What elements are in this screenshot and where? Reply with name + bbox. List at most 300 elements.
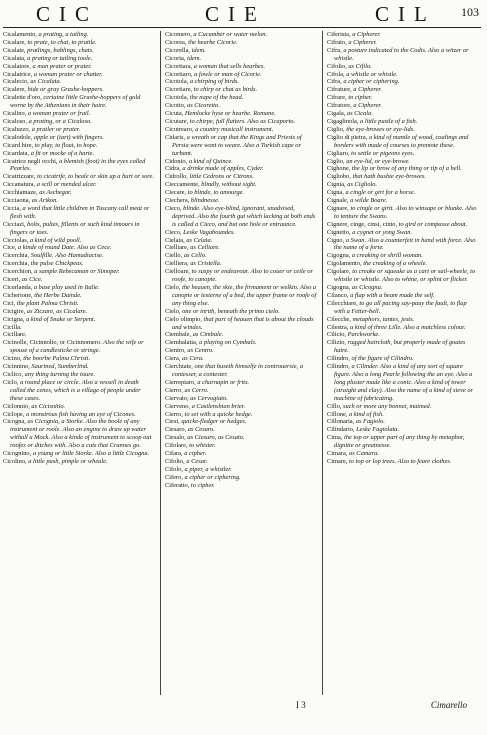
entry-headword: Cicatrice negli occhi, (3, 157, 58, 165)
entry-headword: Cicilla. (3, 323, 22, 331)
dictionary-entry (327, 229, 479, 237)
entry-headword: Cicorella, (165, 46, 191, 54)
entry-definition: Leske Vagaboundes. (183, 228, 235, 236)
entry-definition: a fowle or man of Cicorie. (194, 70, 262, 78)
entry-definition: blinde. Also eye-blind, ignorant, unadvised, deprived. Also the fourth gut which lacking at both ends is called a Cieco, and but one hole or entraunce. (172, 204, 316, 228)
dictionary-entry (3, 71, 155, 79)
entry-headword: Ciecare, (165, 189, 187, 197)
entry-definition: a fit or mocke of a harte. (30, 149, 95, 157)
entry-headword: Cilindro, (327, 363, 350, 371)
entry-headword: Cigno, (327, 236, 345, 244)
entry-headword: Cicalatrice, (3, 70, 33, 78)
entry-definition: a kind of mantle of wood, coalings and borders with made of courses to premote these. (334, 133, 469, 149)
entry-headword: Cicardata, (3, 149, 30, 157)
dictionary-entry (165, 94, 317, 102)
entry-definition: an eye-lid, or eye-browe. (346, 157, 411, 165)
dictionary-entry (327, 134, 479, 150)
dictionary-entry (165, 118, 317, 126)
dictionary-entry (165, 102, 317, 110)
dictionary-entry (327, 339, 479, 355)
entry-definition: a Cipherer. (348, 38, 377, 46)
dictionary-entry (3, 308, 155, 316)
dictionary-entry (165, 426, 317, 434)
dictionary-entry (165, 197, 317, 205)
dictionary-entry (165, 229, 317, 237)
dictionary-entry (165, 244, 317, 252)
entry-definition: a drinke made of apples, Cyder. (182, 165, 264, 173)
dictionary-entry (165, 126, 317, 134)
dictionary-entry (3, 86, 155, 94)
signature-mark: I 3 (296, 700, 306, 710)
header-left-guideword: CIC (36, 2, 99, 26)
dictionary-entry (165, 347, 317, 355)
entry-definition: a little push, pimple or wheale. (28, 457, 108, 465)
entry-definition: the nape of the head. (189, 94, 244, 102)
dictionary-entry (165, 55, 317, 63)
entry-definition: a playing on Cymbals. (199, 339, 257, 347)
dictionary-entry (327, 102, 479, 110)
entry-headword: Ciembale, (165, 331, 192, 339)
entry-definition: a Cipherer. (353, 86, 382, 94)
dictionary-entry (165, 189, 317, 197)
dictionary-entry (165, 434, 317, 442)
entry-headword: Ciglio, (327, 125, 345, 133)
dictionary-entry (3, 126, 155, 134)
entry-headword: Ciferatto, (165, 481, 190, 489)
dictionary-entry (3, 292, 155, 300)
entry-headword: Cifrare, (327, 94, 347, 102)
dictionary-entry (3, 110, 155, 118)
entry-headword: Cifero, (165, 473, 183, 481)
entry-headword: Cierveno, (165, 402, 191, 410)
dictionary-entry (3, 284, 155, 292)
entry-definition: as Cerro. (184, 386, 209, 394)
entry-definition: a whistle or whistle. (346, 70, 398, 78)
entry-headword: Cierrepiaro, (165, 378, 196, 386)
dictionary-entry (165, 403, 317, 411)
dictionary-entry (327, 94, 479, 102)
dictionary-entry (165, 71, 317, 79)
entry-definition: a Cilinder. Also a kind of any sort of square figure. Also a long Pearle following the an eye. Also a long pluster made like a conic. Also a kind of tower (straight and clay). Also the name of a kind of sieve or machine of fabricating. (334, 363, 474, 402)
dictionary-entry (165, 331, 317, 339)
dictionary-entry (3, 221, 155, 237)
dictionary-entry (3, 300, 155, 308)
entry-definition: the heauen, the skie, the firmament or welkin. Also a canopie or testerne of a bed, the upper frame or roofe of any thing else. (172, 284, 317, 307)
dictionary-entry (327, 110, 479, 118)
dictionary-entry (327, 158, 479, 166)
entry-definition: blindly, without sight. (201, 181, 257, 189)
dictionary-entry (3, 252, 155, 260)
entry-definition: to creake or squeake as a cart or sail-wheele, to whistle or whistle. Also to whine, or splint or flicker. (334, 268, 476, 284)
entry-headword: Cifrature, (327, 86, 352, 94)
entry-definition: to gird or compasse about. (398, 220, 468, 228)
dictionary-entry (165, 284, 317, 308)
dictionary-entry (165, 260, 317, 268)
entry-definition: a little pustle of a fisb. (360, 117, 418, 125)
dictionary-entry (3, 379, 155, 403)
entry-definition: certaine little Grashe-hoppers of gold worne by the Athenians in their haire. (10, 94, 141, 110)
dictionary-entry (165, 63, 317, 71)
dictionary-entry (3, 142, 155, 150)
entry-headword: Cicatrizzare, (3, 173, 36, 181)
entry-definition: the plant Palma Christi. (16, 299, 79, 307)
entry-definition: as Celliare. (190, 244, 220, 252)
header-center-guideword: CIE (205, 2, 266, 26)
entry-headword: Cierchiate, (165, 363, 193, 371)
entry-headword: Cilicio, (327, 331, 346, 339)
entry-definition: as Cera. (182, 355, 204, 363)
entry-headword: Ciera, (165, 355, 181, 363)
entry-headword: Cicciolas, (3, 236, 29, 244)
entry-headword: Cignetto, (327, 228, 351, 236)
dictionary-entry (3, 181, 155, 189)
entry-definition: a prating, a tatling. (38, 31, 89, 38)
entry-definition: metaphors, tantes, jests. (352, 315, 415, 323)
dictionary-entry (327, 221, 479, 229)
entry-definition: as Cice. (21, 276, 43, 284)
entry-headword: Cimara, (327, 450, 348, 458)
entry-headword: Ciccia, (3, 204, 21, 212)
entry-definition: a Cucumber or water melon. (193, 31, 268, 38)
dictionary-entry (3, 418, 155, 450)
entry-headword: Cieco, (165, 228, 182, 236)
entry-definition: as Arikon. (31, 197, 58, 205)
dictionary-entry (165, 395, 317, 403)
entry-definition: the lip or brow of any thing or tip of a bell. (351, 165, 462, 173)
dictionary-entry (165, 78, 317, 86)
entry-headword: Cicutrearo, (165, 125, 194, 133)
dictionary-entry (3, 458, 155, 466)
entry-definition: to blinde, to amourge. (187, 189, 245, 197)
entry-headword: Ciglio, (327, 157, 345, 165)
dictionary-entry (165, 482, 317, 490)
entry-headword: Cicinolle, Cicinnolio, or Cicinnomero. (3, 339, 102, 347)
column-2 (165, 31, 317, 695)
entry-headword: Cilecchiare, (327, 299, 358, 307)
header-rule (3, 27, 481, 28)
dictionary-entry (327, 39, 479, 47)
entry-definition: a young or little Storke. Also a little Cicogna. (32, 450, 150, 458)
entry-headword: Cignare, (327, 204, 349, 212)
dictionary-entry (327, 268, 479, 284)
dictionary-entry (327, 324, 479, 332)
entry-definition: as Cifilo. (348, 62, 372, 70)
dictionary-entry (3, 78, 155, 86)
dictionary-entry (327, 284, 479, 292)
dictionary-entry (327, 331, 479, 339)
dictionary-entry (327, 205, 479, 221)
dictionary-entry (3, 39, 155, 47)
entry-headword: Cifolare, (165, 442, 188, 450)
entry-headword: Cifola, (327, 70, 345, 78)
entry-definition: idem. (187, 54, 202, 62)
entry-headword: Cifrato, (327, 38, 347, 46)
entry-headword: Cigaglinola, (327, 117, 359, 125)
entry-headword: Cielo, (165, 284, 181, 291)
entry-headword: Cillo, (327, 402, 342, 410)
entry-headword: Cigna, (327, 189, 344, 197)
entry-definition: as Cimbale. (192, 331, 224, 339)
dictionary-entry (327, 418, 479, 426)
dictionary-entry (327, 78, 479, 86)
entry-headword: Cigliaro, (327, 149, 350, 157)
dictionary-entry (3, 63, 155, 71)
dictionary-entry (3, 371, 155, 379)
entry-headword: Cicherione, (3, 291, 33, 299)
entry-headword: Ciclonnio, (3, 402, 30, 410)
entry-headword: Cierro, (165, 386, 183, 394)
entry-definition: a Swan. Also a counterfeit in hand with force. Also the name of a forte. (334, 236, 476, 252)
entry-definition: as Cigliolo. (347, 181, 378, 189)
dictionary-entry (327, 126, 479, 134)
entry-headword: Ciceri, (3, 276, 21, 284)
dictionary-entry (3, 268, 155, 276)
entry-definition: Parckworke. (347, 331, 380, 339)
entry-definition: a sample Rebecaman or Simoper. (34, 268, 120, 276)
column-divider-2 (322, 31, 323, 695)
dictionary-entry (165, 237, 317, 245)
dictionary-entry (165, 379, 317, 387)
entry-headword: Cicinnino, (3, 363, 30, 371)
entry-definition: as Cicisnitio. (31, 402, 66, 410)
entry-headword: Cilestra, (327, 323, 349, 331)
entry-headword: Cicino, (3, 355, 22, 363)
entry-definition: the Herbe Dainde. (34, 291, 82, 299)
entry-definition: a base play used in Italie. (33, 284, 100, 291)
entry-headword: Cielo olimpio, (165, 315, 202, 323)
entry-definition: to whister. (189, 442, 216, 450)
dictionary-entry (165, 205, 317, 229)
dictionary-entry (165, 316, 317, 332)
entry-definition: as Cello. (183, 252, 207, 260)
entry-definition: a Cesar. (186, 457, 208, 465)
dictionary-entry (327, 300, 479, 316)
entry-headword: Cidrollo, (165, 173, 188, 181)
entry-definition: a prating, or a Cicaloso. (28, 117, 92, 125)
entry-headword: Cilizio, (327, 339, 346, 347)
entry-headword: Cifra, (327, 78, 342, 86)
entry-headword: Cicortiare, (165, 86, 193, 94)
column-divider-1 (160, 31, 161, 695)
entry-definition: a scill or mended ulcer. (36, 181, 97, 189)
entry-definition: the creaking of a wheele. (363, 260, 428, 268)
dictionary-entry (3, 189, 155, 197)
entry-definition: a word that little children in Tuscany call meat or flesh with. (10, 204, 150, 220)
entry-definition: such or more any bonnet, maimed. (343, 402, 432, 410)
dictionary-entry (3, 339, 155, 355)
entry-headword: Cicalecio, (3, 78, 29, 86)
running-header (0, 2, 487, 28)
entry-headword: Cicerchia, (3, 260, 30, 268)
dictionary-entry (3, 411, 155, 419)
entry-definition: any thing turning the toure. (24, 370, 95, 378)
entry-definition: Saurined, Sumberlind. (31, 363, 89, 371)
entry-definition: a piper, a whistler. (184, 465, 232, 473)
entry-headword: Cidra, (165, 165, 181, 173)
dictionary-entry (327, 260, 479, 268)
dictionary-entry (165, 418, 317, 426)
entry-definition: as Ziczare, as Cicalare. (26, 307, 88, 315)
entry-headword: Cicerchion, (3, 268, 33, 276)
entry-headword: Cicciazi, (3, 220, 26, 228)
entry-definition: a cipher or ciphering. (343, 78, 400, 86)
entry-definition: to set with a quicke hedge. (184, 410, 253, 418)
entry-definition: to chirp or chat as birds. (193, 86, 258, 94)
entry-headword: Ciembalatia, (165, 339, 198, 347)
entry-definition: as Cervogiato. (190, 394, 228, 402)
entry-headword: Cigolare, (327, 268, 351, 276)
entry-headword: Cicomero, (165, 31, 192, 38)
entry-headword: Cicalate, (3, 46, 26, 54)
entry-definition: to suspy or endeavour. Also to couer or ceile or roofe, to canopie. (172, 268, 313, 284)
entry-headword: Cicotola, (165, 78, 189, 86)
entry-headword: Cicciaona, (3, 197, 31, 205)
entry-definition: a flap with a beam made the self. (350, 291, 435, 299)
dictionary-entry (165, 110, 317, 118)
entry-definition: a Cipherer. (353, 102, 382, 110)
entry-definition: one or inrith, beneath the primo cielo. (182, 307, 280, 315)
entry-definition: to prate, to chat, to prattle. (27, 38, 97, 46)
entry-definition: a kind of Snake or Serpent. (26, 315, 96, 323)
entry-definition: a posture indicated to the Codis. Also a witzer or whistle. (334, 46, 469, 62)
entry-headword: Cigolamento, (327, 260, 362, 268)
entry-headword: Cignere, cinge, cinsi, cinto, (327, 220, 398, 228)
entry-headword: Cigala, (327, 110, 346, 118)
entry-definition: a cipher. (184, 450, 207, 458)
dictionary-entry (3, 260, 155, 268)
entry-headword: Cicalamento, (3, 31, 37, 38)
entry-headword: Cicortiara, (165, 62, 193, 70)
entry-definition: apple or (tart) with fingers. (33, 133, 105, 141)
entry-definition: to top or lop trees. Also to feare clothes. (349, 457, 452, 465)
entry-definition: to cicatrife, to heale or skin up a hurt or sore. (37, 173, 154, 181)
entry-headword: Ciglio di pietra, (327, 133, 368, 141)
dictionary-entry (165, 165, 317, 173)
dictionary-entry (327, 189, 479, 197)
entry-headword: Cielloare, (165, 268, 191, 276)
entry-definition: to go all pacing say-pauy the fault, to flap with a Fetter-bell. (334, 299, 467, 315)
page-number: 103 (461, 5, 479, 19)
entry-definition: to cipher. (348, 94, 373, 102)
entry-definition: to settle or pigeons eyes. (351, 149, 415, 157)
entry-headword: Cicard hire, (3, 141, 34, 149)
entry-definition: Leske Fagiolata. (356, 426, 400, 434)
dictionary-entry (327, 316, 479, 324)
entry-definition: as Celata. (186, 236, 213, 244)
entry-headword: Cicotola, (165, 94, 189, 102)
entry-definition: bide or gray Grashe-hoppers. (27, 86, 104, 94)
column-1 (3, 31, 155, 695)
entry-definition: Hemlocke hyse or hearbe. Romane. (184, 110, 276, 118)
dictionary-entry (3, 134, 155, 142)
entry-definition: a pratler or prater. (31, 125, 81, 133)
entry-headword: Cicorea, (165, 38, 187, 46)
entry-definition: idem. (191, 46, 206, 54)
entry-headword: Cicigire, (3, 307, 26, 315)
entry-definition: as Cristella. (190, 260, 222, 268)
entry-headword: Cillonaria, (327, 418, 355, 426)
dictionary-entry (327, 403, 479, 411)
entry-headword: Cillone, (327, 410, 348, 418)
dictionary-entry (327, 63, 479, 71)
entry-definition: the top or upper part of any thing by metaphor, dignitie or greatnesse. (334, 434, 465, 450)
entry-headword: Cicortiaro, (165, 70, 193, 78)
entry-definition: one that buseth himselfe in controuersie, a contesser, a contester. (172, 363, 304, 378)
entry-definition: a kinde of round Date. Also as Cece. (17, 244, 112, 252)
dictionary-entry (165, 268, 317, 284)
entry-headword: Cientro, (165, 347, 186, 355)
dictionary-entry (165, 308, 317, 316)
entry-definition: the pulse Chickpeas. (30, 260, 84, 268)
entry-headword: Cielliare, (165, 244, 189, 252)
entry-definition: as Cicoretto. (187, 102, 220, 110)
entry-definition: a wreath or cap that the Kings and Priests of Persia were wont to weare. Also a Turkish cape or turbant. (172, 133, 302, 157)
dictionary-entry (327, 71, 479, 79)
entry-definition: a kind of wild pooll. (30, 236, 82, 244)
entry-definition: little Cedrons or Citrons. (189, 173, 254, 181)
dictionary-entry (327, 292, 479, 300)
dictionary-entry (3, 450, 155, 458)
dictionary-entry (3, 205, 155, 221)
entry-headword: Cifolto, (165, 457, 185, 465)
dictionary-entry (327, 86, 479, 94)
dictionary-entry (3, 363, 155, 371)
entry-headword: Cielo, (165, 307, 181, 315)
entry-definition: to play, to flout, to hope. (34, 141, 98, 149)
column-3 (327, 31, 479, 695)
dictionary-entry (165, 442, 317, 450)
dictionary-entry (165, 387, 317, 395)
dictionary-entry (165, 450, 317, 458)
entry-definition: a cingle or girt for a horse. (345, 189, 416, 197)
dictionary-entry (327, 363, 479, 403)
dictionary-entry (327, 150, 479, 158)
entry-headword: Cicigna, (3, 315, 25, 323)
dictionary-entry (165, 158, 317, 166)
entry-definition: a charnapin or frits. (197, 378, 250, 386)
entry-headword: Cice, (3, 244, 17, 252)
entry-headword: Cima, (327, 434, 343, 442)
entry-definition: Soulfille. Also Hamadiacise. (30, 252, 104, 260)
entry-definition: a woman prater or chatter. (33, 70, 103, 78)
entry-definition: a cipher or ciphering. (184, 473, 241, 481)
entry-definition: a country musicall instrument. (195, 125, 274, 133)
dictionary-entry (3, 276, 155, 284)
entry-headword: Ciervato, (165, 394, 189, 402)
entry-headword: Ciferista, (327, 31, 351, 38)
entry-definition: a blemish (foot) in the eyes called Pearles. (10, 157, 146, 173)
entry-definition: a cygnet or yong Swan. (352, 228, 413, 236)
dictionary-entry (165, 252, 317, 260)
entry-definition: as Ciesaro, as Cesato. (187, 434, 245, 442)
entry-headword: Ciello, (165, 252, 183, 260)
dictionary-entry (327, 434, 479, 450)
entry-definition: as Cesaro. (187, 426, 215, 434)
entry-headword: Cici, (3, 299, 16, 307)
entry-definition: rugged haircloth, but properly made of goates haire. (334, 339, 466, 355)
entry-headword: Cicuta, (165, 110, 184, 118)
entry-headword: Cicutare, (165, 117, 189, 125)
entry-definition: a kind of fish. (349, 410, 384, 418)
entry-definition: a man prater or prater. (32, 62, 92, 70)
entry-definition: as Camara. (349, 450, 379, 458)
entry-headword: Cignale, (327, 197, 349, 205)
dictionary-entry (327, 181, 479, 189)
dictionary-entry (165, 474, 317, 482)
entry-definition: the eye-browes or eye-lids. (346, 125, 415, 133)
entry-definition: to cingle or girtt. Also to winsape or blunke. Also to tenture the Swans. (334, 204, 477, 220)
entry-definition: bolts, pultes, fillents or such kind timours in fingers or toes. (10, 220, 140, 236)
